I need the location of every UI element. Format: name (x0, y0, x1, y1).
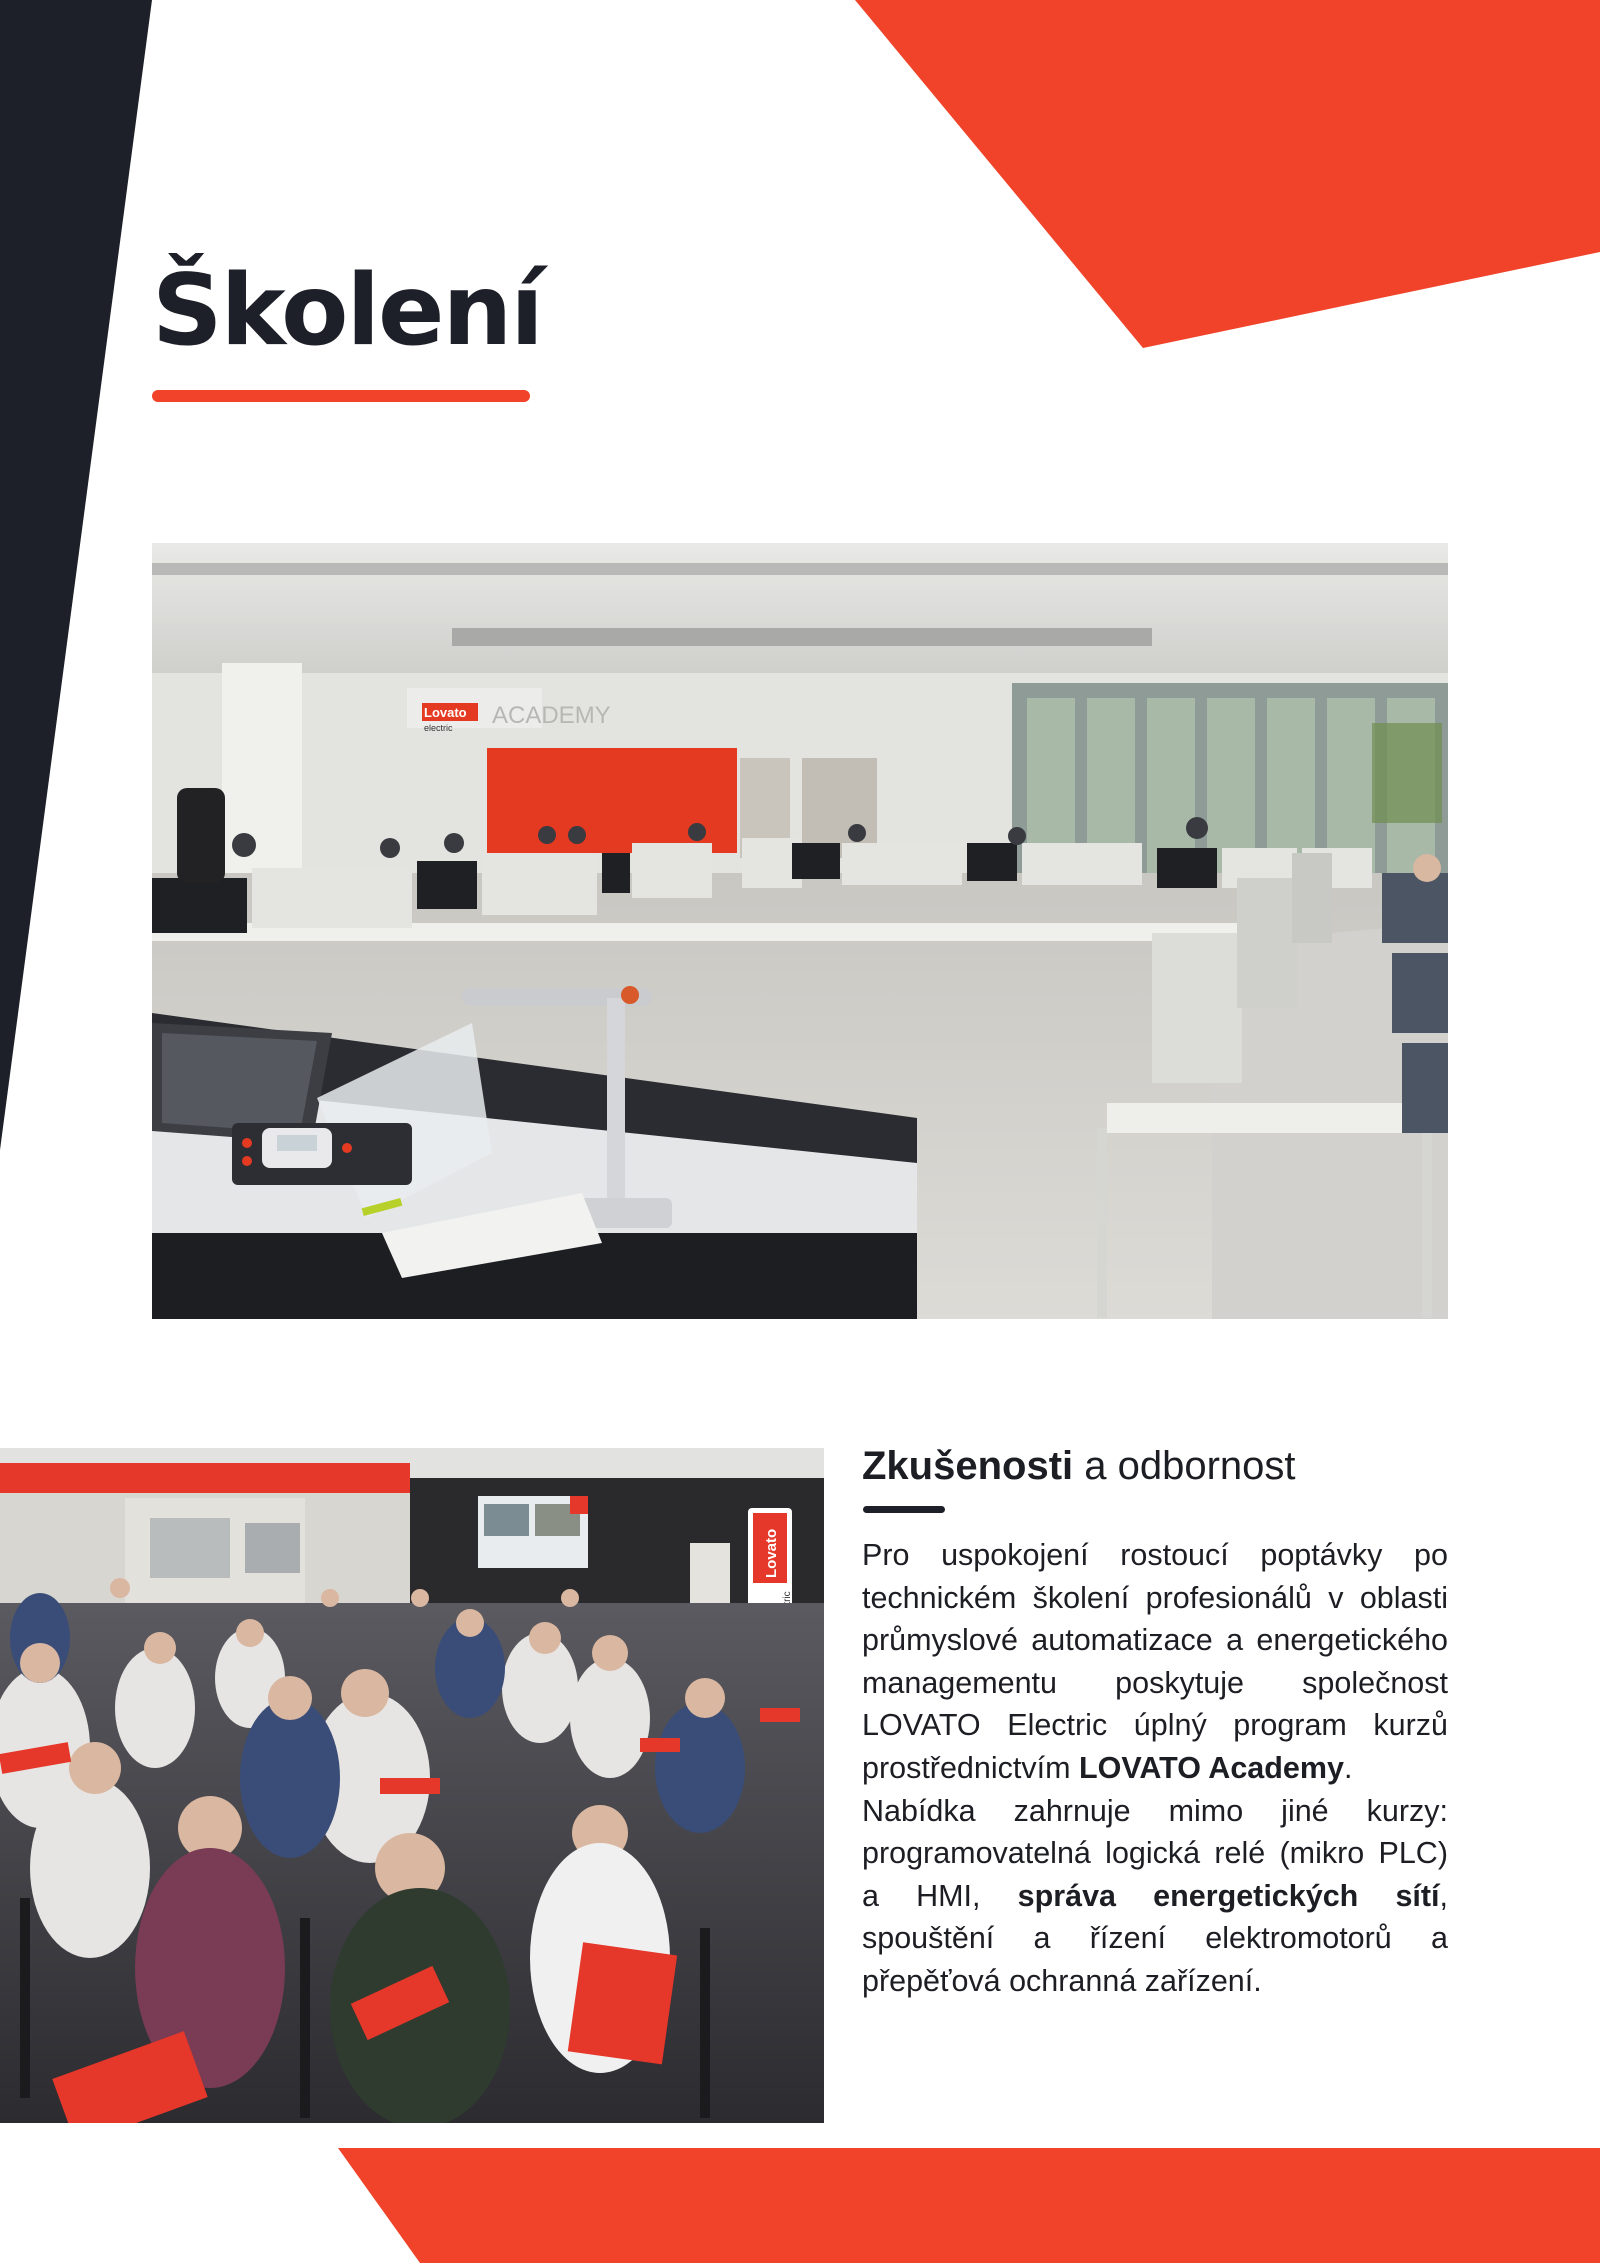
banner-brand-text: Lovato (763, 1528, 780, 1578)
left-dark-stripe (0, 0, 152, 1150)
title-underline (152, 390, 530, 402)
section-heading-underline (863, 1506, 945, 1513)
section-body (862, 1534, 1448, 2003)
paragraph-2 (862, 1790, 1448, 2003)
page-title: Školení (152, 254, 542, 368)
paragraph-1-end: . (1343, 1750, 1353, 1785)
paragraph-2-text: Nabídka zahrnuje mimo jiné kurzy: programovatelná logická relé (mikro PLC) a HMI, (862, 1793, 1448, 1913)
section-heading-rest: a odbornost (1073, 1444, 1296, 1488)
sign-brand-text: Lovato (424, 705, 467, 720)
section-heading (862, 1440, 1296, 1492)
audience-photo (0, 1448, 824, 2123)
paragraph-1-text: Pro uspokojení rostoucí poptávky po technickém školení profesionálů v oblasti průmyslové automatizace a energetického managementu poskytuje společnost LOVATO Electric úplný program kurzů prostřednictvím (862, 1538, 1448, 1785)
training-room-photo (152, 543, 1448, 1319)
paragraph-2-end: , spouštění a řízení elektromotorů a přepěťová ochranná zařízení. (862, 1878, 1448, 1998)
bottom-orange-band (338, 2148, 1600, 2263)
paragraph-1-bold: LOVATO Academy (1078, 1750, 1344, 1785)
sign-academy-text: ACADEMY (492, 702, 611, 729)
paragraph-1 (862, 1534, 1448, 1790)
section-heading-bold: Zkušenosti (862, 1444, 1074, 1488)
paragraph-2-bold: správa energetických sítí (1017, 1878, 1440, 1913)
sign-brand-sub-text: electric (424, 723, 453, 733)
top-right-orange-shape (855, 0, 1600, 348)
